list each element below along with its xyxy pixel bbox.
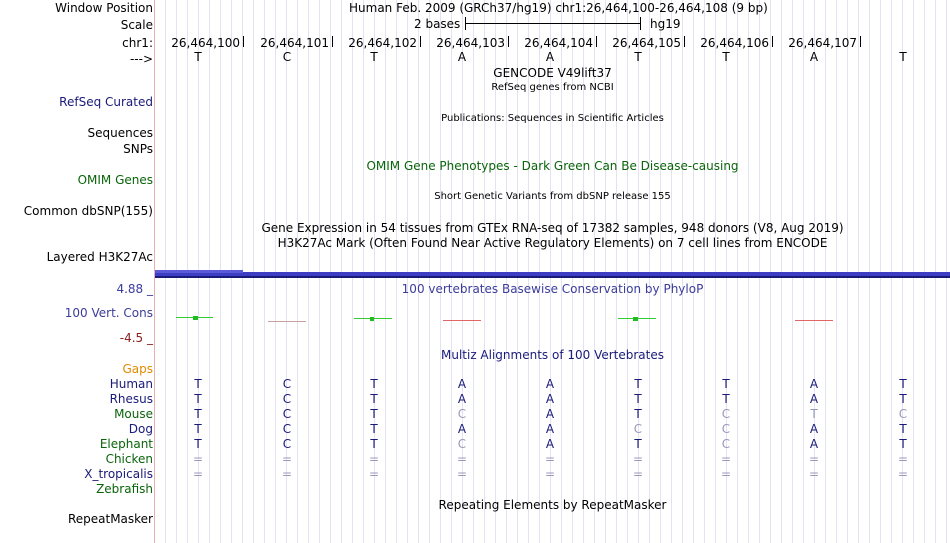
aligned-base: =	[368, 452, 380, 466]
base-letter: C	[282, 50, 292, 64]
aligned-base: =	[281, 452, 293, 466]
repeat-track-title[interactable]: Repeating Elements by RepeatMasker	[438, 498, 667, 512]
base-letter: T	[634, 50, 642, 64]
aligned-base: =	[897, 452, 909, 466]
base-letter: T	[370, 50, 378, 64]
base-letter: T	[899, 50, 907, 64]
aligned-base: T	[370, 377, 378, 391]
position-tick	[508, 36, 509, 47]
species-label[interactable]: Elephant	[99, 437, 153, 451]
aligned-base: =	[808, 452, 820, 466]
phylop-bar	[443, 320, 481, 321]
phylop-track-title[interactable]: 100 vertebrates Basewise Conservation by PhyloP	[401, 282, 704, 296]
aligned-base: A	[545, 392, 555, 406]
window-position-label: Window Position	[55, 1, 153, 15]
aligned-base: =	[192, 452, 204, 466]
scale-bar-right-tick	[640, 17, 641, 30]
aligned-base: A	[809, 437, 819, 451]
aligned-base: A	[457, 377, 467, 391]
h3k27-track-title[interactable]: H3K27Ac Mark (Often Found Near Active Regulatory Elements) on 7 cell lines from ENCODE	[277, 236, 828, 250]
base-letter: A	[809, 50, 819, 64]
refseq-track-label[interactable]: RefSeq Curated	[59, 95, 153, 109]
aligned-base: C	[721, 422, 731, 436]
aligned-base: C	[282, 407, 292, 421]
aligned-base: T	[194, 392, 202, 406]
gencode-track-title[interactable]: GENCODE V49lift37	[493, 66, 612, 80]
aligned-base: C	[721, 437, 731, 451]
species-label[interactable]: Human	[109, 377, 153, 391]
base-letter: T	[194, 50, 202, 64]
scale-bases: 2 bases	[414, 17, 461, 31]
aligned-base: T	[634, 377, 642, 391]
aligned-base: C	[721, 407, 731, 421]
species-label[interactable]: Mouse	[114, 407, 153, 421]
position-label: 26,464,103	[436, 36, 505, 50]
aligned-base: T	[634, 407, 642, 421]
aligned-base: T	[194, 407, 202, 421]
aligned-base: T	[899, 422, 907, 436]
aligned-base: A	[545, 437, 555, 451]
position-tick	[684, 36, 685, 47]
aligned-base: T	[194, 422, 202, 436]
position-tick	[332, 36, 333, 47]
aligned-base: T	[810, 407, 818, 421]
multiz-track-title[interactable]: Multiz Alignments of 100 Vertebrates	[440, 348, 665, 362]
h3k27-track-label[interactable]: Layered H3K27Ac	[46, 250, 153, 264]
aligned-base: =	[808, 467, 820, 481]
cons-track-label[interactable]: 100 Vert. Cons	[64, 306, 153, 320]
aligned-base: T	[899, 392, 907, 406]
position-label: 26,464,104	[524, 36, 593, 50]
aligned-base: A	[545, 377, 555, 391]
aligned-base: T	[899, 377, 907, 391]
aligned-base: C	[898, 407, 908, 421]
omim-track-label[interactable]: OMIM Genes	[77, 173, 153, 187]
aligned-base: T	[634, 437, 642, 451]
snps-track-label[interactable]: SNPs	[123, 142, 153, 156]
aligned-base: C	[282, 377, 292, 391]
phylop-bar	[268, 321, 306, 322]
position-tick	[243, 36, 244, 47]
phylop-peak	[370, 317, 374, 321]
position-label: 26,464,101	[260, 36, 329, 50]
sequences-track-label[interactable]: Sequences	[87, 126, 153, 140]
refseq-track-title[interactable]: RefSeq genes from NCBI	[491, 82, 614, 93]
aligned-base: =	[456, 452, 468, 466]
scale-label: Scale	[120, 18, 153, 32]
aligned-base: T	[370, 392, 378, 406]
repeat-track-label[interactable]: RepeatMasker	[67, 512, 153, 526]
scale-bar	[465, 23, 641, 24]
aligned-base: A	[457, 392, 467, 406]
aligned-base: =	[720, 467, 732, 481]
aligned-base: A	[545, 422, 555, 436]
position-label: 26,464,106	[700, 36, 769, 50]
aligned-base: =	[544, 452, 556, 466]
aligned-base: =	[368, 467, 380, 481]
aligned-base: =	[632, 467, 644, 481]
aligned-base: =	[192, 467, 204, 481]
aligned-base: A	[809, 377, 819, 391]
aligned-base: C	[457, 407, 467, 421]
aligned-base: =	[632, 452, 644, 466]
base-letter: T	[722, 50, 730, 64]
aligned-base: C	[282, 392, 292, 406]
phylop-peak	[193, 316, 198, 320]
species-label[interactable]: X_tropicalis	[84, 467, 153, 481]
scale-assembly: hg19	[650, 17, 681, 31]
species-label[interactable]: Rhesus	[109, 392, 153, 406]
aligned-base: A	[809, 392, 819, 406]
position-label: 26,464,102	[348, 36, 417, 50]
scale-bar-left-tick	[465, 17, 466, 30]
window-position-value: Human Feb. 2009 (GRCh37/hg19) chr1:26,464,100-26,464,108 (9 bp)	[349, 1, 768, 15]
chrom-label: chr1:	[122, 36, 153, 50]
gtex-track-title[interactable]: Gene Expression in 54 tissues from GTEx RNA-seq of 17382 samples, 948 donors (V8, Aug 2019)	[261, 221, 844, 235]
position-label: 26,464,105	[612, 36, 681, 50]
aligned-base: =	[720, 452, 732, 466]
position-label: 26,464,107	[788, 36, 857, 50]
omim-track-title[interactable]: OMIM Gene Phenotypes - Dark Green Can Be Disease-causing	[366, 159, 739, 173]
aligned-base: T	[194, 377, 202, 391]
base-letter: A	[457, 50, 467, 64]
dbsnp-track-label[interactable]: Common dbSNP(155)	[23, 204, 153, 218]
aligned-base: C	[282, 422, 292, 436]
aligned-base: =	[456, 467, 468, 481]
aligned-base: T	[634, 392, 642, 406]
strand-label: --->	[129, 52, 153, 66]
h3k27-signal-baseline	[155, 276, 950, 278]
position-tick	[772, 36, 773, 47]
position-label: 26,464,100	[171, 36, 240, 50]
aligned-base: C	[457, 437, 467, 451]
aligned-base: A	[457, 422, 467, 436]
aligned-base: A	[545, 407, 555, 421]
dbsnp-track-title[interactable]: Short Genetic Variants from dbSNP release 155	[434, 191, 671, 202]
gaps-track-label[interactable]: Gaps	[122, 362, 153, 376]
aligned-base: T	[194, 437, 202, 451]
aligned-base: T	[722, 392, 730, 406]
species-label[interactable]: Dog	[128, 422, 153, 436]
position-tick	[420, 36, 421, 47]
aligned-base: =	[544, 467, 556, 481]
aligned-base: =	[281, 467, 293, 481]
phylop-bar	[795, 320, 833, 321]
position-tick	[860, 36, 861, 47]
aligned-base: T	[370, 422, 378, 436]
phylop-min-label: -4.5 _	[119, 331, 153, 345]
aligned-base: T	[370, 437, 378, 451]
aligned-base: C	[282, 437, 292, 451]
aligned-base: T	[370, 407, 378, 421]
aligned-base: T	[899, 437, 907, 451]
phylop-peak	[633, 317, 638, 321]
species-label[interactable]: Chicken	[105, 452, 153, 466]
phylop-max-label: 4.88 _	[116, 282, 153, 296]
aligned-base: C	[633, 422, 643, 436]
pubs-track-title[interactable]: Publications: Sequences in Scientific Articles	[441, 113, 664, 124]
aligned-base: =	[897, 467, 909, 481]
aligned-base: A	[809, 422, 819, 436]
h3k27-signal-peak	[155, 270, 243, 273]
position-tick	[596, 36, 597, 47]
species-label[interactable]: Zebrafish	[96, 482, 153, 496]
aligned-base: T	[722, 377, 730, 391]
base-letter: A	[545, 50, 555, 64]
